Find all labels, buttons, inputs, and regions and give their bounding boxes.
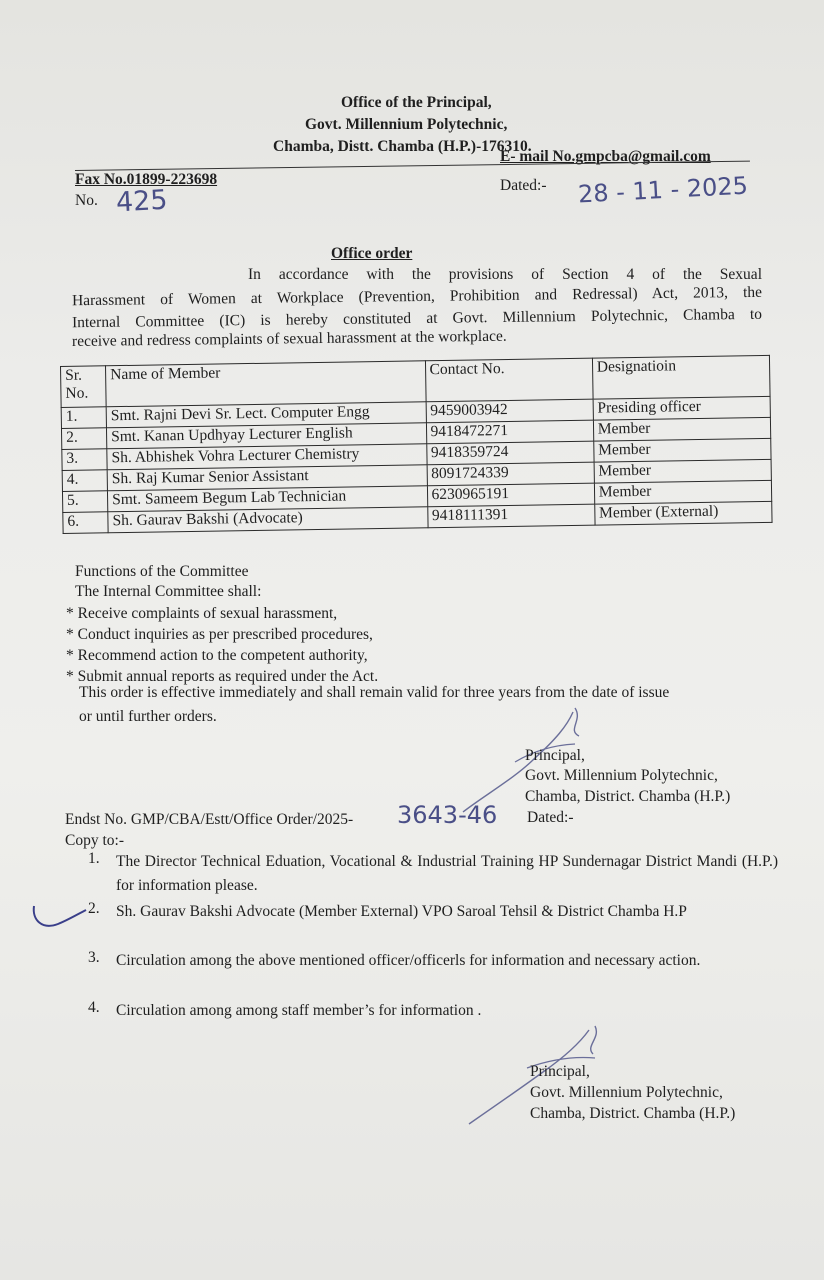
pen-tick-icon — [28, 900, 88, 940]
copy-item-text: Circulation among the above mentioned officer/officerls for information and necessary action. — [116, 952, 701, 969]
header-dated-value: 28 - 11 - 2025 — [577, 171, 749, 209]
list-item: * Recommend action to the competent authority, — [66, 647, 368, 664]
signature-2-title: Principal, — [530, 1063, 590, 1080]
validity-line2: or until further orders. — [79, 708, 217, 725]
row-sr: 1. — [61, 407, 106, 429]
row-contact: 9418472271 — [426, 420, 594, 444]
row-designation: Member — [594, 459, 772, 483]
row-designation: Member — [593, 417, 771, 441]
list-item: * Conduct inquiries as per prescribed procedures, — [66, 626, 373, 643]
header-address: Chamba, Distt. Chamba (H.P.)-176310. — [273, 138, 532, 155]
row-name: Sh. Gaurav Bakshi (Advocate) — [108, 507, 428, 533]
header-dated-label: Dated:- — [500, 177, 547, 194]
signature-1-address: Chamba, District. Chamba (H.P.) — [525, 788, 731, 805]
row-contact: 9418111391 — [427, 504, 595, 528]
row-name: Smt. Kanan Updhyay Lecturer English — [107, 423, 427, 449]
header-email: E- mail No.gmpcba@gmail.com — [500, 148, 711, 165]
copy-to-label: Copy to:- — [65, 832, 124, 849]
row-name: Sh. Abhishek Vohra Lecturer Chemistry — [107, 444, 427, 470]
functions-heading: Functions of the Committee — [75, 563, 249, 580]
functions-list — [66, 603, 378, 687]
copy-item-number: 4. — [88, 999, 100, 1016]
header-designation: Designatioin — [592, 355, 770, 399]
row-sr: 2. — [61, 428, 106, 450]
row-designation: Member (External) — [594, 501, 772, 525]
endst-number: 3643-46 — [397, 801, 498, 829]
signature-2-address: Chamba, District. Chamba (H.P.) — [530, 1105, 736, 1122]
row-name: Smt. Rajni Devi Sr. Lect. Computer Engg — [106, 402, 426, 428]
order-para-line4: receive and redress complaints of sexual harassment at the workplace. — [71, 327, 507, 350]
row-contact: 9459003942 — [426, 399, 594, 423]
header-fax: Fax No.01899-223698 — [75, 171, 218, 188]
signature-1-title: Principal, — [525, 747, 585, 764]
row-name: Smt. Sameem Begum Lab Technician — [108, 486, 428, 512]
order-para-line3: Internal Committee (IC) is hereby constituted at Govt. Millennium Polytechnic, Chamba to — [71, 305, 763, 332]
row-sr: 3. — [62, 449, 107, 471]
row-designation: Member — [593, 438, 771, 462]
copy-item-number: 3. — [88, 949, 100, 966]
header-no-label: No. — [75, 192, 98, 209]
functions-intro: The Internal Committee shall: — [75, 583, 262, 600]
row-name: Sh. Raj Kumar Senior Assistant — [107, 465, 427, 491]
header-no-value: 425 — [115, 184, 169, 219]
row-contact: 9418359724 — [426, 441, 594, 465]
list-item: * Submit annual reports as required under the Act. — [66, 668, 379, 685]
signature-1-institute: Govt. Millennium Polytechnic, — [525, 767, 718, 784]
header-institute: Govt. Millennium Polytechnic, — [305, 116, 508, 133]
row-sr: 6. — [63, 512, 108, 534]
endst-dated-label: Dated:- — [527, 809, 574, 826]
header-sr: Sr. No. — [61, 366, 107, 408]
list-item: * Receive complaints of sexual harassment, — [66, 605, 338, 622]
header-name: Name of Member — [106, 361, 426, 407]
row-contact: 6230965191 — [427, 483, 595, 507]
signature-2-institute: Govt. Millennium Polytechnic, — [530, 1084, 723, 1101]
endst-label: Endst No. GMP/CBA/Estt/Office Order/2025- — [65, 811, 354, 828]
order-para-line1: In accordance with the provisions of Section 4 of the Sexual — [248, 266, 762, 283]
row-contact: 8091724339 — [427, 462, 595, 486]
copy-item-text: Circulation among among staff member’s for information . — [116, 1002, 482, 1019]
validity-line1: This order is effective immediately and shall remain valid for three years from the date of issue — [79, 684, 670, 701]
row-designation: Presiding officer — [593, 396, 771, 420]
copy-item-text: The Director Technical Eduation, Vocational & Industrial Training HP Sundernagar District Mandi (H.P.) for information please. — [116, 853, 778, 894]
row-sr: 4. — [62, 470, 107, 492]
copy-item-number: 1. — [88, 850, 100, 867]
row-sr: 5. — [62, 491, 107, 513]
copy-item-text: Sh. Gaurav Bakshi Advocate (Member External) VPO Saroal Tehsil & District Chamba H.P — [116, 903, 687, 920]
header-contact: Contact No. — [425, 358, 593, 402]
order-title: Office order — [331, 245, 413, 262]
copy-item-number: 2. — [88, 900, 100, 917]
members-table — [60, 355, 773, 534]
order-para-line2: Harassment of Women at Workplace (Prevention, Prohibition and Redressal) Act, 2013, the — [71, 283, 763, 310]
header-office: Office of the Principal, — [341, 94, 492, 111]
row-designation: Member — [594, 480, 772, 504]
